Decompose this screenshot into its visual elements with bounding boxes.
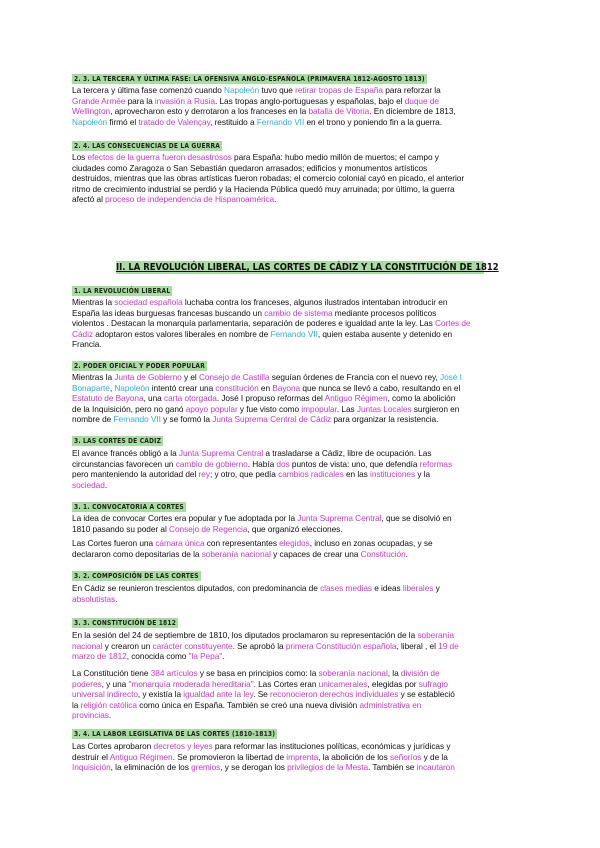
text-run: ; y otro, que pedía xyxy=(209,469,279,480)
text-line xyxy=(72,106,530,117)
text-run: . Las tropas anglo-portuguesas y españolas, bajo el xyxy=(214,95,405,106)
text-run: Francia. xyxy=(72,339,102,350)
text-run: , y una xyxy=(101,678,129,689)
text-run: de la Inquisición, pero no ganó xyxy=(72,403,186,414)
text-line xyxy=(72,372,530,383)
paragraph-3-2 xyxy=(72,583,530,604)
text-line xyxy=(72,393,530,404)
text-line xyxy=(72,383,530,394)
text-line xyxy=(72,297,530,308)
text-run: y fue visto como xyxy=(237,403,302,414)
paragraph-3-1-a xyxy=(72,513,530,534)
text-run: luchaba contra los franceses, algunos ilustrados intentaban introducir en xyxy=(182,297,448,307)
highlight-cyan: José I xyxy=(440,372,462,382)
text-line xyxy=(72,448,530,459)
text-run: , la xyxy=(387,668,401,678)
text-line xyxy=(72,513,530,524)
highlight-magenta: religión católica xyxy=(80,699,137,710)
highlight-magenta: carta otorgada xyxy=(164,393,217,404)
text-line xyxy=(72,752,530,763)
highlight-magenta: carácter constituyente xyxy=(152,640,233,651)
text-run: La tercera y última fase comenzó cuando xyxy=(72,85,225,95)
text-line xyxy=(72,594,530,605)
text-run: en las xyxy=(343,469,371,480)
text-line xyxy=(72,404,530,415)
highlight-cyan: Bonaparte xyxy=(72,382,110,393)
text-run: , y se derogan los xyxy=(220,762,288,773)
text-run: , y existía la xyxy=(137,689,184,700)
text-run: en el trono y poniendo fin a la guerra. xyxy=(304,116,442,127)
text-run: para la xyxy=(125,95,155,106)
paragraph-2-3 xyxy=(72,85,530,127)
text-run: La Constitución tiene xyxy=(72,668,151,678)
text-line xyxy=(72,184,530,195)
text-run: , liberal , el xyxy=(396,640,439,651)
text-run: mediante procesos políticos xyxy=(332,307,437,318)
text-line xyxy=(72,152,530,163)
paragraph-1 xyxy=(72,297,530,350)
highlight-magenta: sociedad xyxy=(72,479,105,490)
text-run: , una xyxy=(143,393,164,404)
highlight-magenta: Antiguo Régimen xyxy=(324,393,388,404)
text-line xyxy=(72,641,530,652)
text-run: Mientras la xyxy=(72,372,115,382)
highlight-magenta: batalla de Vitoria xyxy=(308,106,370,117)
highlight-magenta: Junta de Gobierno xyxy=(114,372,182,382)
highlight-magenta: gremios xyxy=(191,762,221,773)
text-line xyxy=(72,538,530,549)
text-run: Mientras la xyxy=(72,297,115,307)
paragraph-2 xyxy=(72,372,530,425)
highlight-cyan: Fernando VII xyxy=(256,116,305,127)
highlight-magenta: Junta Suprema Central de Cádiz xyxy=(212,414,332,425)
text-run: destruidos, mientras que las obras artísticas fueron robadas; el comercio colonial cayó en picado, el anterior xyxy=(72,173,465,184)
text-line xyxy=(72,700,530,711)
paragraph-3-1-b xyxy=(72,538,530,559)
text-run: . xyxy=(405,548,408,559)
highlight-magenta: Consejo de Castilla xyxy=(198,372,270,382)
text-line xyxy=(72,469,530,480)
highlight-magenta: cambio de gobierno xyxy=(175,458,248,469)
highlight-magenta: Cortes de xyxy=(434,318,471,329)
section-heading-3-1: 3. 1. CONVOCATORIA A CORTES xyxy=(74,503,184,511)
text-run: , como la abolición xyxy=(387,393,456,404)
text-run: . En diciembre de 1813, xyxy=(369,106,456,117)
highlight-magenta: imprenta xyxy=(286,751,319,762)
text-run: En la sesión del 24 de septiembre de 1810, los diputados proclamaron su representación de la xyxy=(72,630,418,640)
highlight-magenta: Juntas Locales xyxy=(356,403,412,414)
paragraph-2-4 xyxy=(72,152,530,205)
highlight-magenta: primera Constitución española xyxy=(285,640,397,651)
text-line xyxy=(72,524,530,535)
text-run: ritmo de crecimiento industrial se perdió y la Hacienda Pública quedó muy arruinada; por último, la guerra xyxy=(72,183,455,194)
text-line xyxy=(72,741,530,752)
paragraph-3-4 xyxy=(72,741,530,773)
highlight-magenta: soberanía nacional xyxy=(201,548,271,559)
text-run: , quien estaba ausente y detenido en xyxy=(317,328,453,339)
text-line xyxy=(72,710,530,721)
highlight-magenta: nacional xyxy=(72,640,103,651)
text-run: El avance francés obligó a la xyxy=(72,448,179,458)
section-heading-1: 1. LA REVOLUCIÓN LIBERAL xyxy=(74,287,171,295)
highlight-magenta: Antiguo Régimen xyxy=(109,751,173,762)
paragraph-3-3-b xyxy=(72,668,530,721)
text-run: y capaces de crear una xyxy=(270,548,361,559)
text-line xyxy=(72,480,530,491)
highlight-magenta: soberanía xyxy=(417,630,454,640)
highlight-magenta: señoríos xyxy=(389,751,422,762)
highlight-cyan: Napoleón xyxy=(114,382,150,393)
highlight-magenta: 384 artículos xyxy=(150,668,198,678)
text-line xyxy=(72,679,530,690)
text-run: , elegidas por xyxy=(367,678,419,689)
text-line xyxy=(72,689,530,700)
highlight-magenta: decretos y leyes xyxy=(153,741,213,751)
highlight-magenta: sufragio xyxy=(418,678,448,689)
text-run: La idea de convocar Cortes era popular y fue adoptada por la xyxy=(72,513,298,523)
text-run: como única en España. También se creó una nueva división xyxy=(136,699,360,710)
highlight-magenta: liberales xyxy=(402,583,434,593)
text-run: para reforzar la xyxy=(382,85,441,95)
highlight-magenta: poderes xyxy=(72,678,102,689)
text-run: . xyxy=(115,593,118,604)
text-line xyxy=(72,85,530,96)
text-run: , aprovecharon esto y derrotaron a los franceses en la xyxy=(110,106,309,117)
text-run: , la eliminación de los xyxy=(110,762,192,773)
text-run: puntos de vista: uno, que defendía xyxy=(289,458,420,469)
text-line xyxy=(72,308,530,319)
highlight-magenta: invasión a Rusia xyxy=(154,95,215,106)
highlight-magenta: reconocieron derechos individuales xyxy=(270,689,399,700)
text-run: violentos . Destacan la monarquía parlamentaria, separación de poderes e igualdad ante la ley. Las xyxy=(72,318,435,329)
text-line xyxy=(72,414,530,425)
chapter-title: II. LA REVOLUCIÓN LIBERAL, LAS CORTES DE CÁDIZ Y LA CONSTITUCIÓN DE 1812 xyxy=(116,262,499,273)
text-line xyxy=(72,762,530,773)
highlight-magenta: reformas xyxy=(419,458,453,469)
text-run: . Había xyxy=(247,458,277,469)
highlight-magenta: Consejo de Regencia xyxy=(169,523,248,534)
section-heading-2-3: 2. 3. LA TERCERA Y ÚLTIMA FASE: LA OFENSIVA ANGLO-ESPAÑOLA (PRIMAVERA 1812-AGOSTO 1813) xyxy=(74,75,425,83)
text-run: destruir el xyxy=(72,751,110,762)
text-run: y se basa en principios como: la xyxy=(197,668,319,678)
text-run: para España: hubo medio millón de muertos; el campo y xyxy=(231,152,439,162)
highlight-magenta: duque de xyxy=(404,95,439,106)
text-run: . También se xyxy=(368,762,417,773)
text-line xyxy=(72,549,530,560)
text-run: afectó al xyxy=(72,194,106,205)
text-run: , conocida como xyxy=(126,651,189,662)
text-run: firmó el xyxy=(107,116,139,127)
text-run: , la abolición de los xyxy=(318,751,390,762)
text-run: España las ideas burguesas francesas buscando un xyxy=(72,307,265,318)
text-run: para organizar la resistencia. xyxy=(331,414,439,425)
text-line xyxy=(72,651,530,662)
text-run: . Se xyxy=(253,689,271,700)
highlight-magenta: impopular xyxy=(301,403,337,414)
text-line xyxy=(72,459,530,470)
text-run: . Se promovieron la libertad de xyxy=(172,751,287,762)
text-run: . xyxy=(222,651,225,662)
section-heading-3-2: 3. 2. COMPOSICIÓN DE LAS CORTES xyxy=(74,572,199,580)
highlight-magenta: constitución xyxy=(215,382,259,393)
highlight-cyan: Fernando VII xyxy=(270,328,318,339)
paragraph-3-3-a xyxy=(72,630,530,662)
highlight-magenta: Inquisición xyxy=(72,762,111,773)
text-run: , xyxy=(109,382,115,393)
text-run: . Las Cortes eran xyxy=(253,678,319,689)
highlight-magenta: retirar tropas de España xyxy=(295,85,383,95)
section-heading-2-4: 2. 4. LAS CONSECUENCIAS DE LA GUERRA xyxy=(74,142,221,150)
text-run: y se formó la xyxy=(160,414,213,425)
text-run: . xyxy=(108,710,112,721)
text-line xyxy=(72,630,530,641)
text-line xyxy=(72,173,530,184)
text-run: declararon como depositarias de la xyxy=(72,548,202,559)
highlight-magenta: provincias xyxy=(72,710,109,721)
text-run: , restituido a xyxy=(210,116,257,127)
text-line xyxy=(72,96,530,107)
highlight-magenta: Junta Suprema Central xyxy=(178,448,264,458)
highlight-magenta: cámara única xyxy=(155,538,205,548)
text-line xyxy=(72,318,530,329)
highlight-magenta: universal indirecto xyxy=(72,689,138,700)
highlight-magenta: Constitución xyxy=(360,548,406,559)
text-run: . Se aprobó la xyxy=(232,640,286,651)
section-heading-3-3: 3. 3. CONSTITUCIÓN DE 1812 xyxy=(74,619,177,627)
section-heading-3-4: 3. 4. LA LABOR LEGISLATIVA DE LAS CORTES (1810-1813) xyxy=(74,730,276,738)
highlight-magenta: Grande Armée xyxy=(72,95,126,106)
highlight-magenta: "monarquía moderada hereditaria" xyxy=(128,678,254,689)
highlight-magenta: marzo de 1812 xyxy=(72,651,127,662)
highlight-magenta: dos xyxy=(276,458,290,469)
text-run: . Las xyxy=(336,403,357,414)
highlight-magenta: tratado de Valençay xyxy=(138,116,211,127)
highlight-magenta: Cádiz xyxy=(72,328,93,339)
text-run: , que se disolvió en xyxy=(381,513,452,523)
text-run: y crearon un xyxy=(102,640,153,651)
text-run: que nunca se llevó a cabo, resultando en el xyxy=(300,382,461,393)
highlight-magenta: clases medias xyxy=(320,583,372,593)
highlight-magenta: apoyo popular xyxy=(185,403,238,414)
highlight-magenta: proceso de independencia de Hispanoamérica xyxy=(105,194,275,205)
text-run: Los xyxy=(72,152,88,162)
highlight-magenta: Junta Suprema Central xyxy=(297,513,382,523)
highlight-magenta: Wellington xyxy=(72,106,111,117)
highlight-magenta: cambios radicales xyxy=(278,469,344,480)
highlight-magenta: 19 de xyxy=(438,640,459,651)
highlight-magenta: soberanía nacional xyxy=(318,668,388,678)
text-run: con representantes xyxy=(204,538,280,548)
text-run: adoptaron estos valores liberales en nombre de xyxy=(92,328,271,339)
text-line xyxy=(72,194,530,205)
text-run: y el xyxy=(181,372,199,382)
text-run: la xyxy=(72,699,81,710)
highlight-magenta: privilegios de la Mesta xyxy=(287,762,369,773)
highlight-cyan: Fernando VII xyxy=(113,414,161,425)
text-run: surgieron en xyxy=(411,403,460,414)
highlight-magenta: instituciones xyxy=(370,469,416,480)
highlight-cyan: Napoleón xyxy=(224,85,260,95)
text-run: , incluso en zonas ocupadas, y se xyxy=(309,538,433,548)
text-line xyxy=(72,668,530,679)
highlight-magenta: cambio de sistema xyxy=(264,307,333,318)
text-run: y xyxy=(433,583,440,593)
highlight-magenta: efectos de la guerra fueron desastrosos xyxy=(87,152,232,162)
text-run: . xyxy=(104,479,108,490)
text-run: . José I propuso reformas del xyxy=(216,393,325,404)
text-run: intentó crear una xyxy=(149,382,216,393)
highlight-magenta: absolutistas xyxy=(72,593,116,604)
text-run: y se estableció xyxy=(398,689,455,700)
text-run: en xyxy=(258,382,273,393)
text-run: 1810 pasando su poder al xyxy=(72,523,170,534)
text-line xyxy=(72,583,530,594)
text-line xyxy=(72,329,530,340)
text-run: y de la xyxy=(421,751,448,762)
text-line xyxy=(72,163,530,174)
text-run: circunstancias favorecen un xyxy=(72,458,176,469)
text-run: , que organizó elecciones. xyxy=(247,523,343,534)
text-line xyxy=(72,117,530,128)
text-run: seguían órdenes de Francia con el nuevo rey, xyxy=(269,372,441,382)
text-run: pero manteniendo la autoridad del xyxy=(72,469,199,480)
highlight-magenta: unicamerales xyxy=(318,678,368,689)
text-line xyxy=(72,339,530,350)
text-run: En Cádiz se reunieron trescientos diputados, con predominancia de xyxy=(72,583,321,593)
highlight-magenta: Estatuto de Bayona xyxy=(72,393,144,404)
text-run: nombre de xyxy=(72,414,114,425)
highlight-magenta: rey xyxy=(198,469,210,480)
text-run: e ideas xyxy=(371,583,403,593)
text-run: a trasladarse a Cádiz, libre de ocupación. Las xyxy=(263,448,432,458)
section-heading-2: 2. PODER OFICIAL Y PODER POPULAR xyxy=(74,362,205,370)
highlight-magenta: incautaron xyxy=(416,762,455,773)
text-run: . xyxy=(274,194,277,205)
highlight-cyan: Napoleón xyxy=(72,116,108,127)
highlight-magenta: Bayona xyxy=(272,382,301,393)
paragraph-3 xyxy=(72,448,530,490)
text-run: para reformar las instituciones políticas, económicas y jurídicas y xyxy=(212,741,451,751)
highlight-magenta: sociedad española xyxy=(114,297,183,307)
text-run: y la xyxy=(415,469,431,480)
highlight-magenta: administrativa en xyxy=(359,699,422,710)
text-run: Las Cortes aprobaron xyxy=(72,741,154,751)
text-run: tuvo que xyxy=(259,85,296,95)
highlight-magenta: división de xyxy=(400,668,440,678)
highlight-magenta: igualdad ante la ley xyxy=(183,689,254,700)
text-run: Las Cortes fueron una xyxy=(72,538,156,548)
highlight-magenta: elegidos xyxy=(279,538,310,548)
section-heading-3: 3. LAS CORTES DE CÁDIZ xyxy=(74,437,162,445)
text-run: ciudades como Zaragoza o San Sebastián quedaron arrasados; edificios y monumentos artísticos xyxy=(72,162,428,173)
highlight-magenta: "la Pepa" xyxy=(188,651,223,662)
